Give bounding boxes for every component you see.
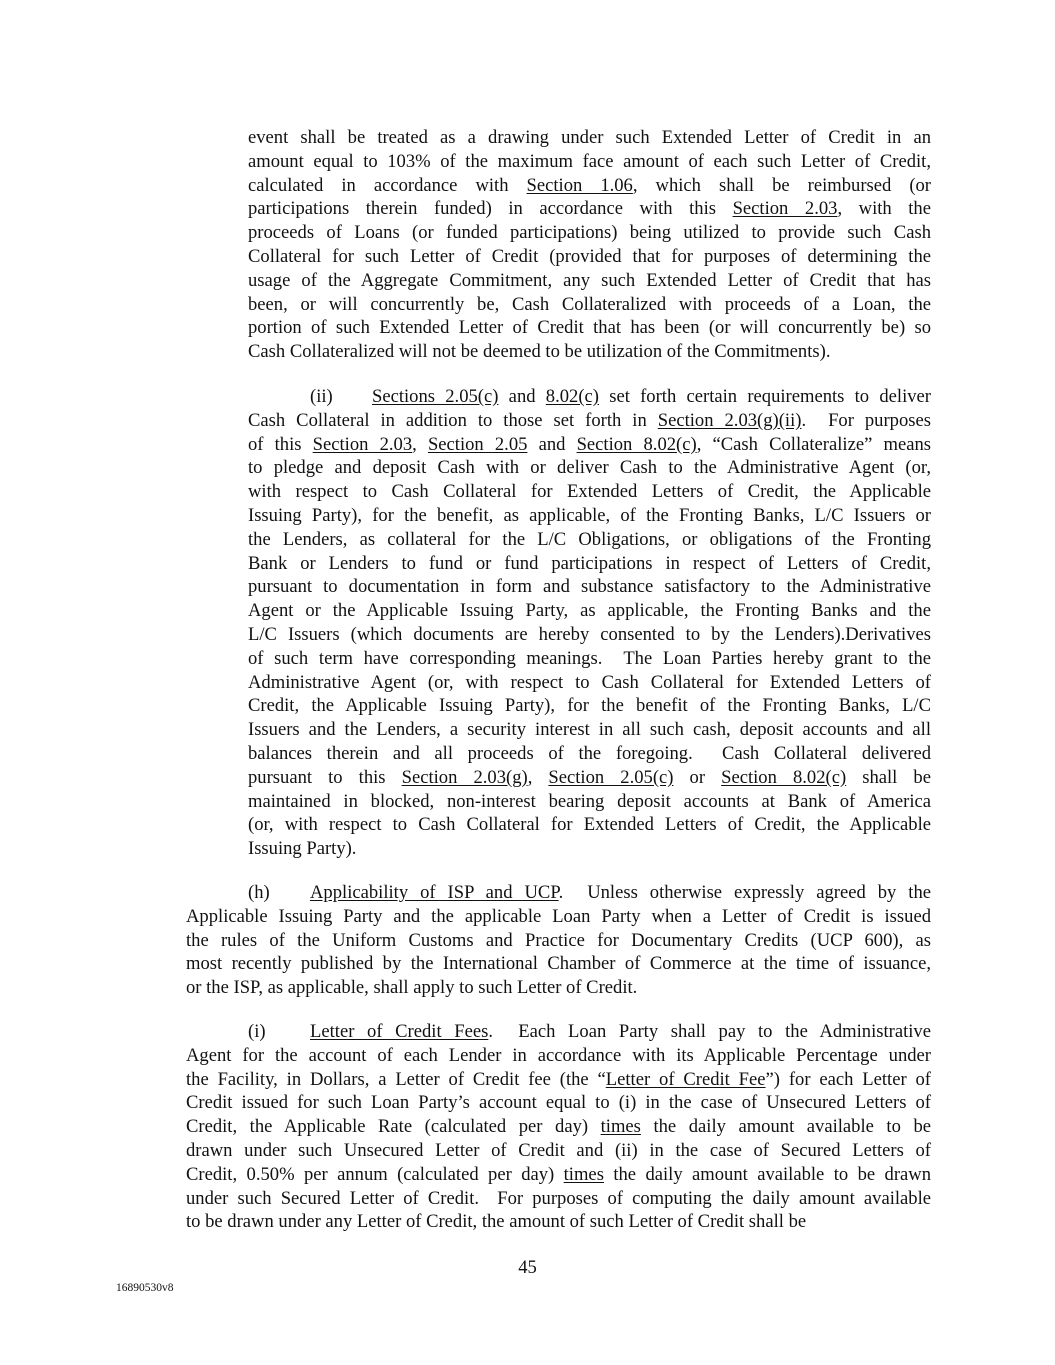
text-run: , <box>412 433 428 455</box>
text-run: Issuers and the Lenders, a security interest in all such cash, deposit accounts and all <box>248 719 931 741</box>
cross-reference: Section 2.03 <box>312 433 413 455</box>
document-id: 16890530v8 <box>116 1282 174 1294</box>
text-line <box>248 552 931 576</box>
paragraph-ii-cash-collateral <box>248 385 931 861</box>
text-line <box>248 126 931 150</box>
text-line <box>186 1068 931 1092</box>
cross-reference: Section 2.03(g) <box>401 766 528 788</box>
text-run: most recently published by the International Chamber of Commerce at the time of issuance, <box>186 953 931 975</box>
text-run: pursuant to documentation in form and substance satisfactory to the Administrative <box>248 576 931 598</box>
text-line <box>248 150 931 174</box>
text-run: maintained in blocked, non-interest bearing deposit accounts at Bank of America <box>248 790 931 812</box>
page-number: 45 <box>518 1257 537 1278</box>
text-run: , “Cash Collateralize” means <box>696 433 931 455</box>
text-line <box>186 929 931 953</box>
paragraph-marker: (h) <box>248 882 270 903</box>
text-run: Administrative Agent (or, with respect to Cash Collateral for Extended Letters of <box>248 671 931 693</box>
text-line <box>186 1139 931 1163</box>
text-line <box>186 1210 931 1234</box>
text-run: the Lenders, as collateral for the L/C Obligations, or obligations of the Fronting <box>248 528 931 550</box>
text-line <box>248 409 931 433</box>
text-run: balances therein and all proceeds of the foregoing. Cash Collateral delivered <box>248 742 931 764</box>
text-run: been, or will concurrently be, Cash Collateralized with proceeds of a Loan, the <box>248 293 931 315</box>
text-line <box>248 623 931 647</box>
text-run: ”) for each Letter of <box>765 1068 931 1090</box>
text-run: the Facility, in Dollars, a Letter of Credit fee (the “ <box>186 1068 606 1090</box>
text-line <box>186 976 931 1000</box>
text-run: , with the <box>837 198 931 220</box>
text-line <box>186 952 931 976</box>
text-run: shall be <box>846 766 931 788</box>
text-run: Cash Collateralized will not be deemed to be utilization of the Commitments). <box>248 341 831 363</box>
text-run: of such term have corresponding meanings. The Loan Parties hereby grant to the <box>248 647 931 669</box>
cross-reference: Section 2.03(g)(ii) <box>657 409 802 431</box>
text-run: and <box>527 433 577 455</box>
text-line <box>248 221 931 245</box>
text-run: pursuant to this <box>248 766 402 788</box>
text-line <box>248 694 931 718</box>
paragraph-marker: (ii) <box>310 386 333 407</box>
text-run: , which shall be reimbursed (or <box>632 174 931 196</box>
cross-reference: Section 2.05(c) <box>548 766 674 788</box>
text-line <box>248 174 931 198</box>
text-run: usage of the Aggregate Commitment, any such Extended Letter of Credit that has <box>248 269 931 291</box>
text-line <box>248 813 931 837</box>
text-run: Credit, 0.50% per annum (calculated per day) <box>186 1163 564 1185</box>
text-line <box>248 480 931 504</box>
cross-reference: Section 8.02(c) <box>721 766 847 788</box>
text-run: , <box>527 766 549 788</box>
text-run: amount equal to 103% of the maximum face amount of each such Letter of Credit, <box>248 150 931 172</box>
text-line <box>186 1187 931 1211</box>
cross-reference: Letter of Credit Fees <box>310 1021 489 1042</box>
text-line <box>248 671 931 695</box>
text-run: Bank or Lenders to fund or fund participations in respect of Letters of Credit, <box>248 552 931 574</box>
text-line <box>248 385 931 409</box>
text-run: of this <box>248 433 313 455</box>
text-run: event shall be treated as a drawing under such Extended Letter of Credit in an <box>248 127 931 148</box>
text-run: Issuing Party). <box>248 838 357 860</box>
text-run: Cash Collateral in addition to those set forth in <box>248 409 658 431</box>
text-line <box>248 433 931 457</box>
cross-reference: Section 2.03 <box>732 198 838 220</box>
cross-reference: Section 2.05 <box>427 433 528 455</box>
text-run: the daily amount available to be drawn <box>603 1163 931 1185</box>
text-run: portion of such Extended Letter of Credit that has been (or will concurrently be) so <box>248 317 931 339</box>
paragraph-h-isp-ucp <box>186 881 931 1000</box>
text-line <box>248 456 931 480</box>
text-line <box>248 197 931 221</box>
text-run: . Each Loan Party shall pay to the Administrative <box>488 1021 931 1042</box>
text-run: proceeds of Loans (or funded participations) being utilized to provide such Cash <box>248 222 931 244</box>
text-run: Credit, the Applicable Issuing Party), for the benefit of the Fronting Banks, L/C <box>248 695 931 717</box>
cross-reference: Section 1.06 <box>526 174 633 196</box>
paragraph-marker: (i) <box>248 1021 266 1042</box>
text-run: Collateral for such Letter of Credit (provided that for purposes of determining the <box>248 245 931 267</box>
text-line <box>186 1020 931 1044</box>
text-run: to pledge and deposit Cash with or deliver Cash to the Administrative Agent (or, <box>248 457 931 479</box>
text-run: . For purposes <box>801 409 931 431</box>
text-line <box>248 504 931 528</box>
text-run: Credit, the Applicable Rate (calculated per day) <box>186 1116 601 1138</box>
text-line <box>248 718 931 742</box>
text-run: the rules of the Uniform Customs and Practice for Documentary Credits (UCP 600), as <box>186 929 931 951</box>
text-line <box>248 245 931 269</box>
text-run: participations therein funded) in accordance with this <box>248 198 733 220</box>
text-line <box>248 742 931 766</box>
text-line <box>248 269 931 293</box>
text-run: or the ISP, as applicable, shall apply to such Letter of Credit. <box>186 977 638 999</box>
text-run: drawn under such Unsecured Letter of Credit and (ii) in the case of Secured Letters of <box>186 1139 931 1161</box>
text-line <box>186 1091 931 1115</box>
text-line <box>248 647 931 671</box>
text-run: the daily amount available to be <box>640 1116 931 1138</box>
text-run: (or, with respect to Cash Collateral for Extended Letters of Credit, the Applicable <box>248 814 931 836</box>
text-run: . Unless otherwise expressly agreed by the <box>558 882 931 903</box>
text-line <box>248 340 931 364</box>
paragraph-i-lc-fees <box>186 1020 931 1234</box>
paragraph-extended-lc <box>248 126 931 364</box>
text-run: set forth certain requirements to deliver <box>598 386 931 407</box>
cross-reference: Section 8.02(c) <box>576 433 697 455</box>
cross-reference: Applicability of ISP and UCP <box>310 882 559 903</box>
text-line <box>248 293 931 317</box>
text-line <box>248 599 931 623</box>
cross-reference: times <box>600 1116 641 1138</box>
text-run: under such Secured Letter of Credit. For purposes of computing the daily amount available <box>186 1187 931 1209</box>
text-run: Agent or the Applicable Issuing Party, as applicable, the Fronting Banks and the <box>248 600 931 622</box>
text-line <box>248 790 931 814</box>
text-line <box>248 766 931 790</box>
text-run: calculated in accordance with <box>248 174 527 196</box>
text-line <box>186 1044 931 1068</box>
cross-reference: 8.02(c) <box>545 386 599 407</box>
text-run: Applicable Issuing Party and the applicable Loan Party when a Letter of Credit is issued <box>186 905 931 927</box>
text-run: with respect to Cash Collateral for Extended Letters of Credit, the Applicable <box>248 481 931 503</box>
text-run: to be drawn under any Letter of Credit, the amount of such Letter of Credit shall be <box>186 1211 807 1233</box>
text-line <box>248 316 931 340</box>
cross-reference: Letter of Credit Fee <box>605 1068 766 1090</box>
cross-reference: Sections 2.05(c) <box>372 386 499 407</box>
text-line <box>248 837 931 861</box>
text-line <box>186 1115 931 1139</box>
text-run: Credit issued for such Loan Party’s account equal to (i) in the case of Unsecured Letters of <box>186 1092 931 1114</box>
cross-reference: times <box>563 1163 604 1185</box>
text-run: and <box>498 386 546 407</box>
text-line <box>186 905 931 929</box>
text-line <box>186 881 931 905</box>
text-run: Agent for the account of each Lender in accordance with its Applicable Percentage under <box>186 1044 931 1066</box>
text-line <box>248 528 931 552</box>
text-line <box>248 575 931 599</box>
text-line <box>186 1163 931 1187</box>
text-run: L/C Issuers (which documents are hereby consented to by the Lenders).Derivatives <box>248 623 931 645</box>
text-run: or <box>673 766 722 788</box>
text-run: Issuing Party), for the benefit, as applicable, of the Fronting Banks, L/C Issuers or <box>248 504 931 526</box>
